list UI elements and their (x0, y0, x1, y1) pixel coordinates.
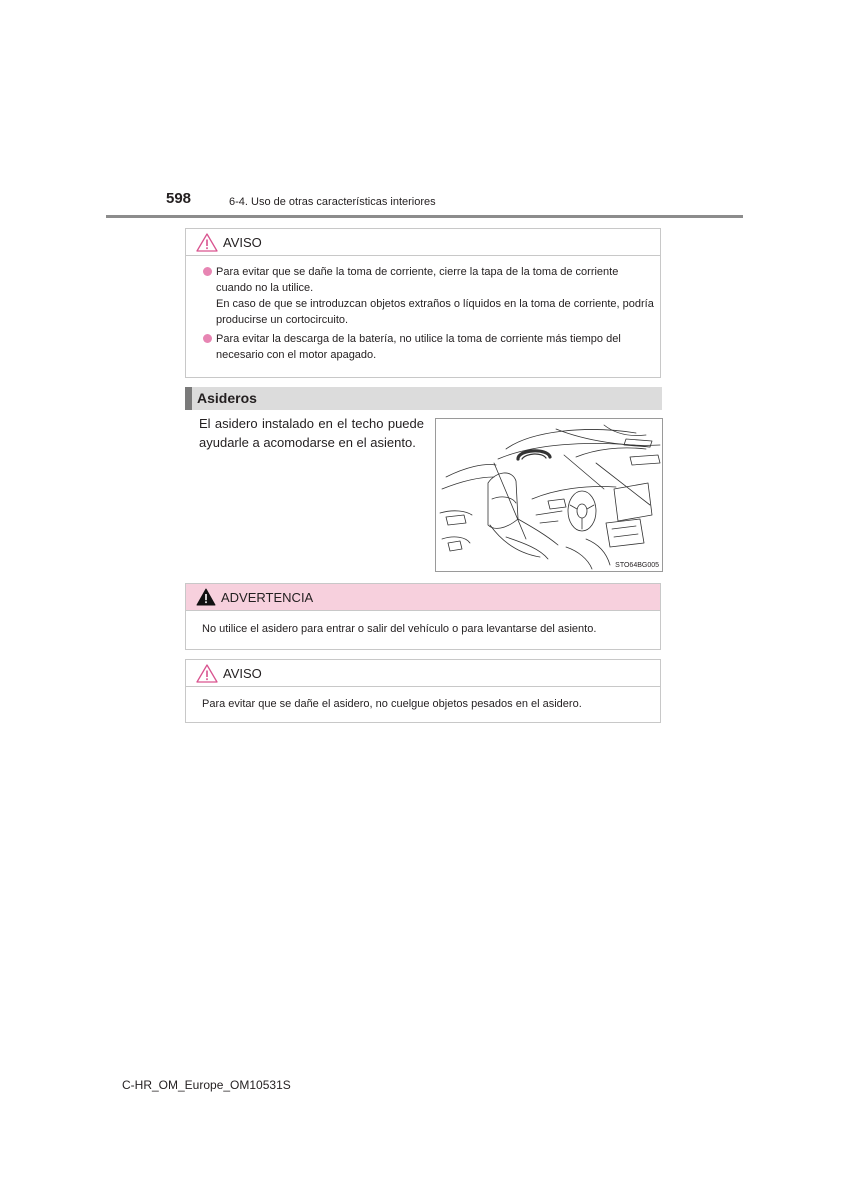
warning-title: ADVERTENCIA (221, 589, 314, 605)
warning-box (185, 583, 661, 650)
page-number: 598 (166, 190, 192, 207)
figure-code: STO64BG005 (615, 562, 659, 569)
section-heading-bar (185, 387, 662, 410)
bullet-dot-icon (203, 267, 212, 276)
header-rule (106, 215, 743, 218)
bullet-dot-icon (203, 334, 212, 343)
chapter-title: 6-4. Uso de otras características interiores (229, 196, 436, 208)
notice-bullet-item (200, 264, 654, 328)
notice-bullet-line: En caso de que se introduzcan objetos extraños o líquidos en la toma de corriente, podría producirse un cortocircuito. (216, 298, 654, 326)
notice-box-header (186, 229, 660, 256)
caution-triangle-icon (196, 233, 218, 252)
caution-triangle-icon (196, 664, 218, 683)
notice-box-assist-grip (185, 659, 661, 723)
warning-triangle-icon (196, 588, 216, 606)
notice-title: AVISO (223, 665, 262, 681)
section-intro-text: El asidero instalado en el techo puede ayudarle a acomodarse en el asiento. (199, 416, 424, 450)
notice-body (186, 256, 660, 363)
notice-body: Para evitar que se dañe el asidero, no cuelgue objetos pesados en el asidero. (202, 698, 582, 710)
notice-bullet-line: Para evitar que se dañe la toma de corriente, cierre la tapa de la toma de corriente cuando no la utilice. (216, 266, 619, 294)
figure-assist-grip (435, 418, 663, 572)
section-heading-accent (185, 387, 192, 410)
car-interior-illustration (436, 419, 662, 571)
warning-body: No utilice el asidero para entrar o salir del vehículo o para levantarse del asiento. (202, 623, 597, 635)
footer-code: C-HR_OM_Europe_OM10531S (122, 1078, 291, 1092)
warning-box-header (186, 584, 660, 611)
notice-box-power-outlet (185, 228, 661, 378)
notice-title: AVISO (223, 234, 262, 250)
notice-bullet-item (200, 331, 654, 363)
notice-box-header (186, 660, 660, 687)
notice-bullet-line: Para evitar la descarga de la batería, no utilice la toma de corriente más tiempo del necesario con el motor apagado. (216, 333, 621, 361)
section-heading-title: Asideros (197, 390, 257, 406)
